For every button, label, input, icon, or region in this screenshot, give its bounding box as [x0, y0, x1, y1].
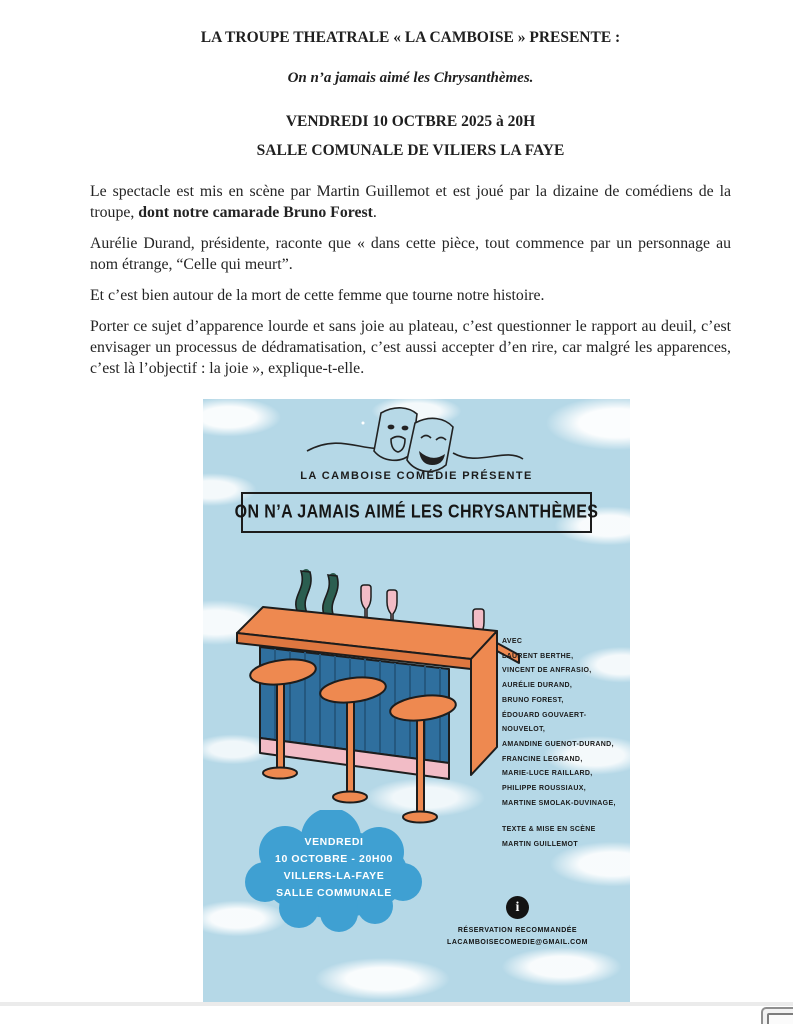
page-edge-divider [0, 1002, 793, 1006]
paragraph-1 [90, 181, 731, 223]
poster-presenter-line: LA CAMBOISE COMÉDIE PRÉSENTE [300, 470, 533, 482]
bubble-day: VENDREDI [304, 836, 364, 848]
doc-play-title: On n’a jamais aimé les Chrysanthèmes. [287, 70, 534, 86]
reservation-email: LACAMBOISECOMEDIE@GMAIL.COM [447, 938, 588, 946]
bubble-venue: SALLE COMMUNALE [276, 887, 392, 899]
reservation-line: RÉSERVATION RECOMMANDÉE [457, 927, 578, 934]
reservation-block [415, 925, 620, 948]
document-body [90, 0, 731, 379]
info-icon [506, 896, 529, 919]
poster-title: ON N’A JAMAIS AIMÉ LES CHRYSANTHÈMES [234, 502, 599, 522]
paragraph-1-bold: dont notre camarade Bruno Forest [138, 204, 373, 221]
cast-member: BRUNO FOREST, [502, 696, 564, 704]
info-glyph: i [515, 899, 520, 915]
paragraph-4: Porter ce sujet d’apparence lourde et sans joie au plateau, c’est questionner le rapport au deuil, c’est envisager un processus de dédramatisation, c’est aussi accepter d’en rire, car malgré les apparences, c’est là l’objectif : la joie », explique-t-elle. [90, 318, 731, 377]
cast-member: AURÉLIE DURAND, [502, 682, 573, 690]
cast-member: FRANCINE LEGRAND, [502, 755, 583, 763]
bar-illustration [205, 539, 521, 825]
date-bubble-text [243, 834, 425, 902]
credits-name: MARTIN GUILLEMOT [502, 841, 578, 849]
doc-title-line: LA TROUPE THEATRALE « LA CAMBOISE » PRESENTE : [200, 29, 621, 46]
cast-list [502, 635, 627, 853]
cast-member: MARIE-LUCE RAILLARD, [502, 770, 593, 778]
bubble-date-time: 10 OCTOBRE - 20H00 [275, 853, 393, 865]
theater-masks-icon [303, 401, 527, 479]
doc-date-line: VENDREDI 10 OCTBRE 2025 à 20H [285, 113, 536, 130]
paragraph-2: Aurélie Durand, présidente, raconte que « dans cette pièce, tout commence par un personnage au nom étrange, “Celle qui meurt”. [90, 235, 731, 273]
cast-member: PHILIPPE ROUSSIAUX, [502, 785, 587, 793]
cast-label: AVEC [502, 638, 523, 645]
paragraph-3: Et c’est bien autour de la mort de cette femme que tourne notre histoire. [90, 287, 545, 304]
paragraph-1-end: . [372, 204, 377, 221]
corner-widget-icon [767, 1013, 793, 1024]
corner-widget-button[interactable] [761, 1007, 793, 1024]
cast-member: AMANDINE GUENOT-DURAND, [502, 740, 614, 748]
cast-member: MARTINE SMOLAK-DUVINAGE, [502, 799, 616, 807]
credits-label: TEXTE & MISE EN SCÈNE [502, 826, 596, 834]
poster-image [203, 399, 630, 1003]
cast-member: LAURENT BERTHE, [502, 652, 574, 660]
doc-venue-line: SALLE COMUNALE DE VILIERS LA FAYE [256, 142, 565, 159]
date-cloud-bubble [243, 810, 425, 932]
cast-member: ÉDOUARD GOUVAERT-NOUVELOT, [502, 711, 587, 734]
paragraph-1-text: Le spectacle est mis en scène par Martin Guillemot et est joué par la dizaine de comédiens de la troupe, [90, 183, 731, 221]
cast-member: VINCENT DE ANFRASIO, [502, 667, 592, 675]
bubble-town: VILLERS-LA-FAYE [283, 870, 385, 882]
poster-title-box [234, 492, 599, 533]
